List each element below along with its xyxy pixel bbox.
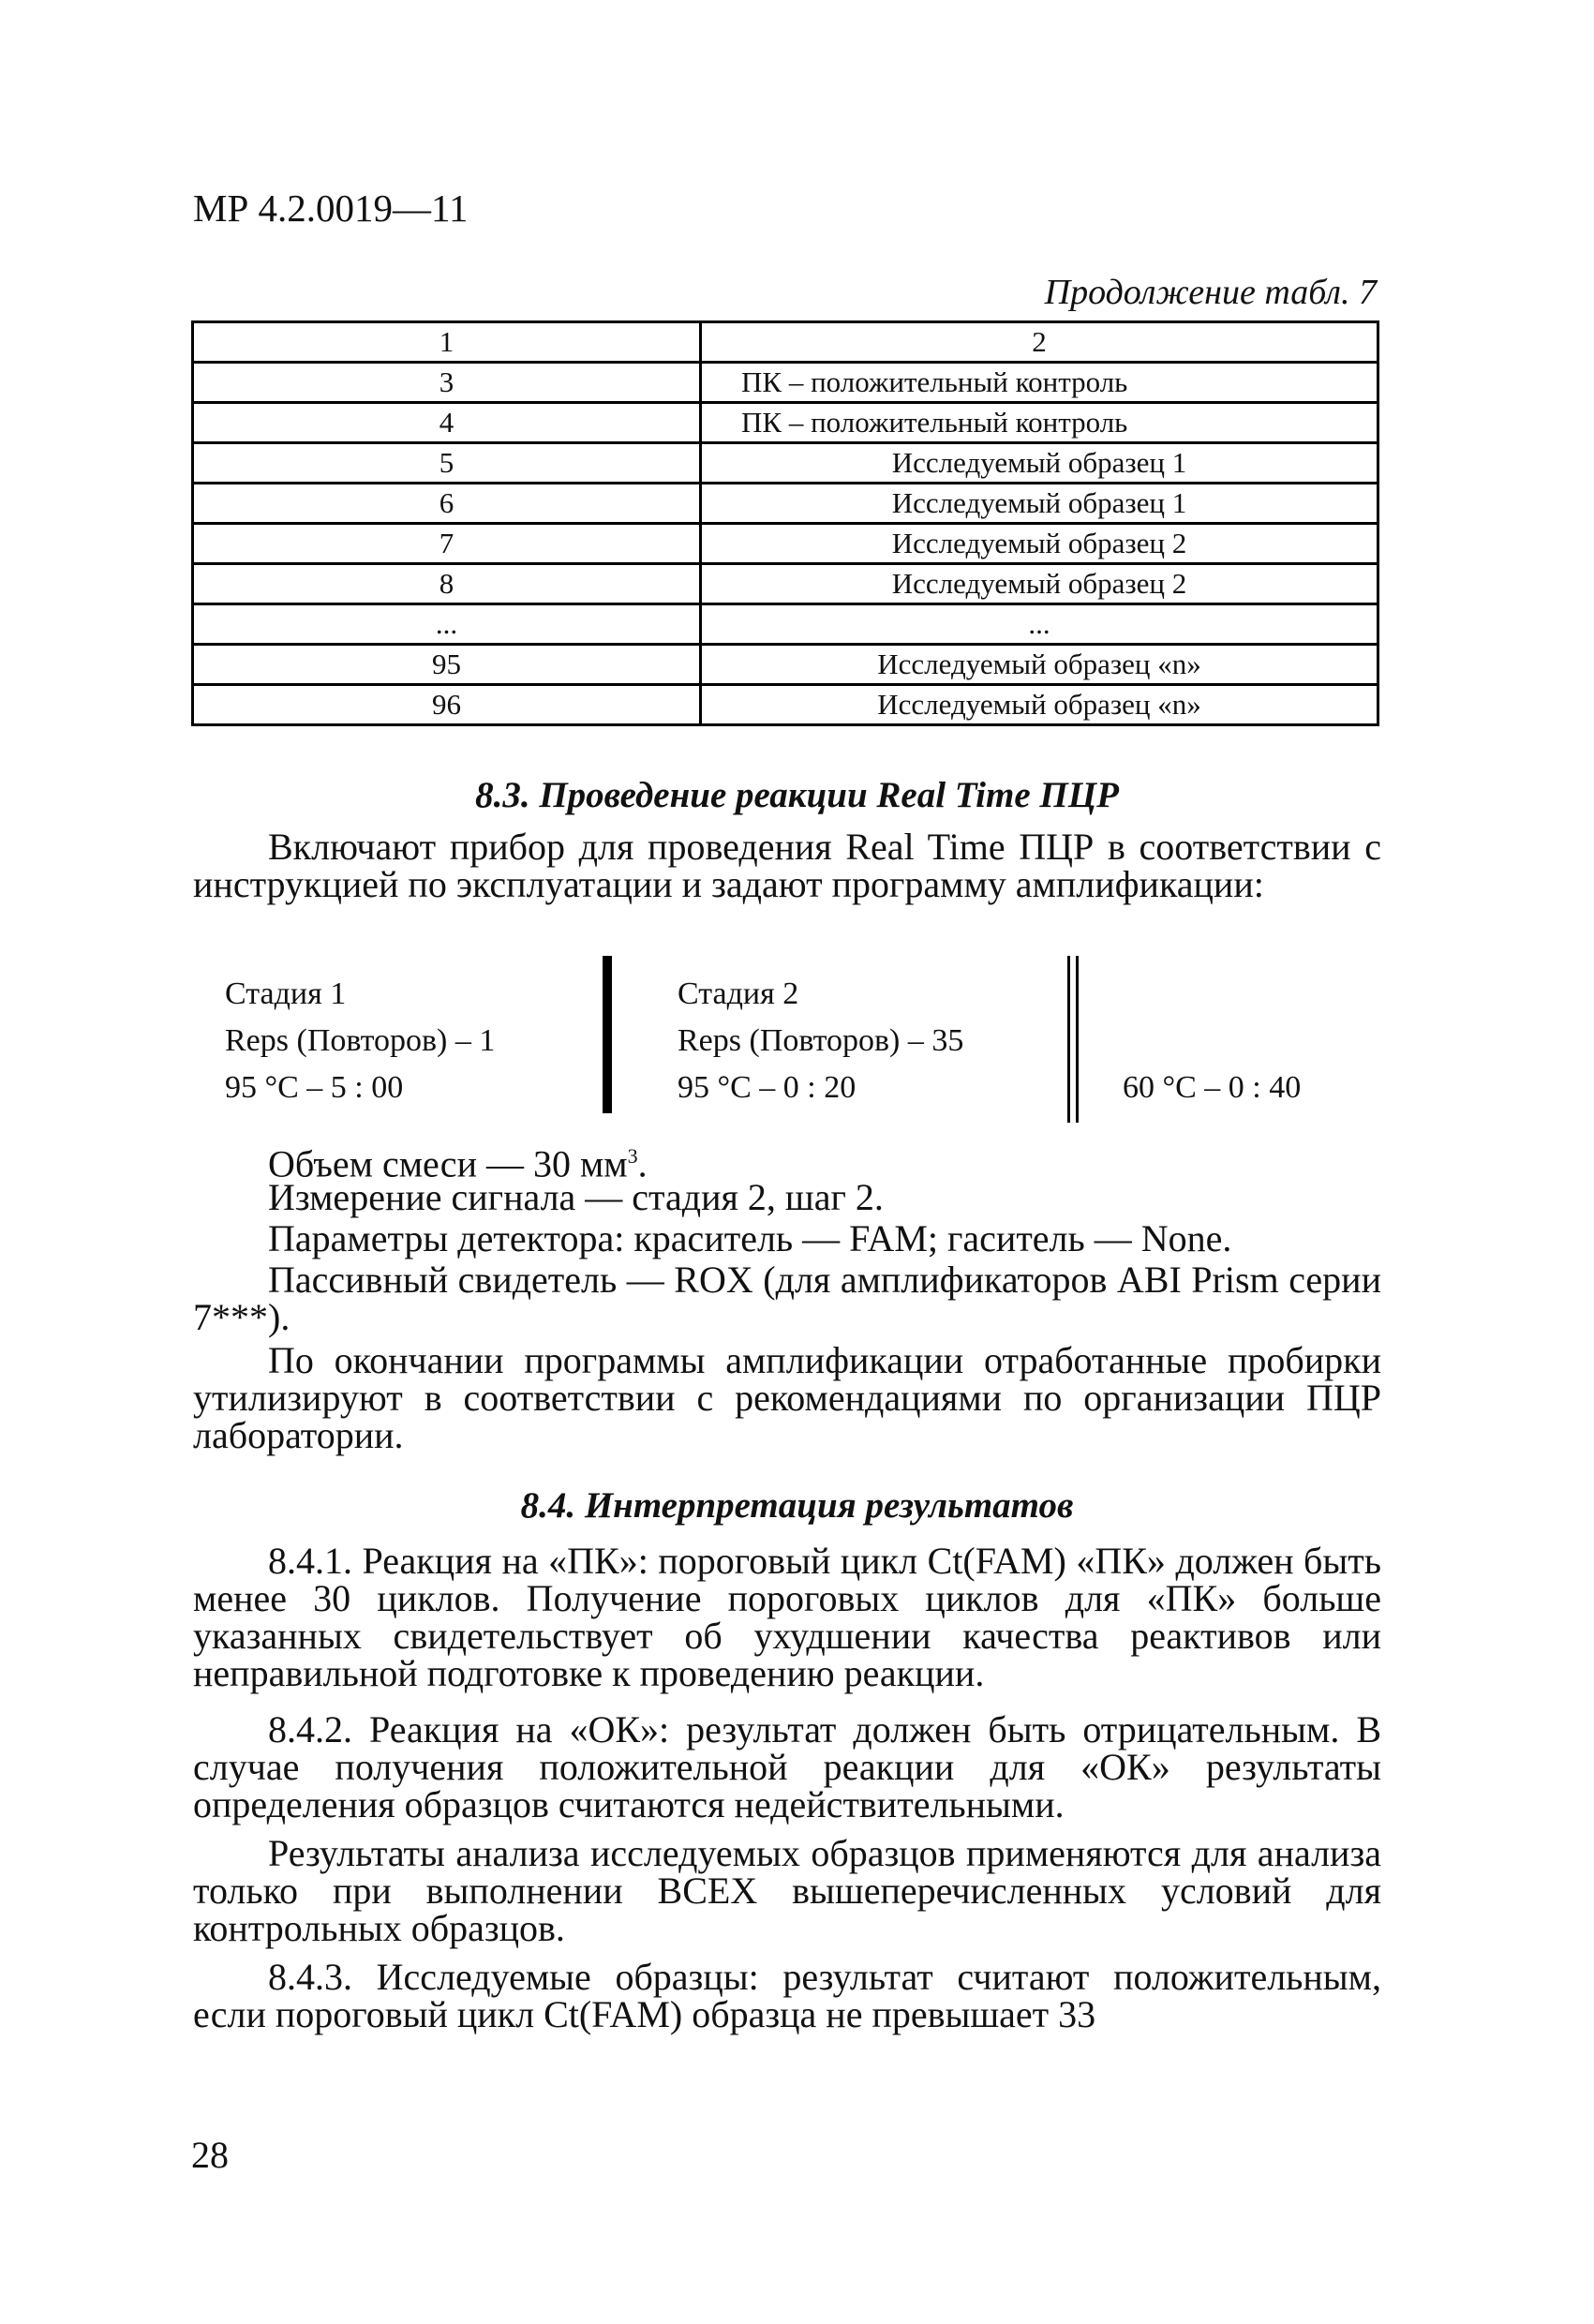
table-cell: 8 bbox=[193, 564, 701, 604]
stage-1-title: Стадия 1 bbox=[225, 976, 347, 1011]
signal-measurement: Измерение сигнала — стадия 2, шаг 2. bbox=[268, 1176, 884, 1218]
stage-divider-bold bbox=[603, 956, 612, 1113]
section-8-4-title: 8.4. Интерпретация результатов bbox=[520, 1485, 1074, 1526]
table-cell: Исследуемый образец «n» bbox=[701, 645, 1378, 685]
table-cell: ПК – положительный контроль bbox=[701, 403, 1378, 443]
stage-2-reps: Reps (Повторов) – 35 bbox=[678, 1023, 964, 1058]
stage-1-reps: Reps (Повторов) – 1 bbox=[225, 1023, 496, 1058]
table-cell: ПК – положительный контроль bbox=[701, 363, 1378, 403]
table-header-cell: 1 bbox=[193, 322, 701, 363]
table-cell: 96 bbox=[193, 685, 701, 725]
section-8-3-title: 8.3. Проведение реакции Real Time ПЦР bbox=[475, 775, 1119, 815]
table-row bbox=[193, 604, 1378, 645]
table-cell: Исследуемый образец 1 bbox=[701, 443, 1378, 484]
stage-2-block bbox=[678, 971, 963, 1111]
mix-volume-text: Объем смеси — 30 мм bbox=[268, 1142, 628, 1185]
table-header-cell: 2 bbox=[701, 322, 1378, 363]
stage-2-step-2: 60 °С – 0 : 40 bbox=[1123, 1070, 1302, 1105]
table-7 bbox=[191, 320, 1379, 726]
paragraph-8-4-1: 8.4.1. Реакция на «ПК»: пороговый цикл Ct(FAM) «ПК» должен быть менее 30 циклов. Получение пороговых циклов для «ПК» больше указанных свидетельствует об ухудшении качества реактивов или неправильной подготовке к проведению реакции. bbox=[193, 1540, 1381, 1694]
table-cell: Исследуемый образец 2 bbox=[701, 564, 1378, 604]
step-divider-line-b bbox=[1076, 956, 1079, 1123]
table-row bbox=[193, 443, 1378, 484]
table-cell: 4 bbox=[193, 403, 701, 443]
table-row bbox=[193, 484, 1378, 524]
table-cell: Исследуемый образец «n» bbox=[701, 685, 1378, 725]
tube-disposal: По окончании программы амплификации отработанные пробирки утилизируют в соответствии с рекомендациями по организации ПЦР лаборатории. bbox=[193, 1339, 1381, 1456]
mix-volume-period: . bbox=[637, 1142, 648, 1185]
table-cell: 7 bbox=[193, 524, 701, 564]
table-row bbox=[193, 403, 1378, 443]
paragraph-results: Результаты анализа исследуемых образцов применяются для анализа только при выполнении ВСЕХ вышеперечисленных условий для контрольных образцов. bbox=[193, 1832, 1381, 1949]
mix-volume-unit-exponent: 3 bbox=[627, 1144, 638, 1168]
document-code: МР 4.2.0019—11 bbox=[193, 186, 469, 230]
table-cell: 5 bbox=[193, 443, 701, 484]
page-number: 28 bbox=[191, 2134, 229, 2176]
passive-reference: Пассивный свидетель — ROX (для амплификаторов ABI Prism серии 7***). bbox=[193, 1259, 1381, 1338]
stage-2-step-1: 95 °С – 0 : 20 bbox=[678, 1070, 857, 1105]
table-cell: Исследуемый образец 1 bbox=[701, 484, 1378, 524]
detector-params: Параметры детектора: краситель — FAM; гаситель — None. bbox=[268, 1217, 1232, 1259]
table-cell: ... bbox=[701, 604, 1378, 645]
table-cell: ... bbox=[193, 604, 701, 645]
table-caption: Продолжение табл. 7 bbox=[1044, 273, 1377, 312]
stage-2-title: Стадия 2 bbox=[678, 976, 799, 1011]
paragraph-8-4-3: 8.4.3. Исследуемые образцы: результат считают положительным, если пороговый цикл Ct(FAM) образца не превышает 33 bbox=[193, 1956, 1381, 2035]
stage-1-block bbox=[225, 971, 495, 1111]
step-divider-line-a bbox=[1067, 956, 1070, 1123]
paragraph-8-4-2: 8.4.2. Реакция на «ОК»: результат должен быть отрицательным. В случае получения положительной реакции для «ОК» результаты определения образцов считаются недействительными. bbox=[193, 1708, 1381, 1825]
table-cell: 3 bbox=[193, 363, 701, 403]
section-8-3-intro: Включают прибор для проведения Real Time ПЦР в соответствии с инструкцией по эксплуатации и задают программу амплификации: bbox=[193, 826, 1381, 905]
table-cell: 95 bbox=[193, 645, 701, 685]
table-row bbox=[193, 363, 1378, 403]
table-cell: Исследуемый образец 2 bbox=[701, 524, 1378, 564]
table-row bbox=[193, 685, 1378, 725]
table-cell: 6 bbox=[193, 484, 701, 524]
table-row bbox=[193, 524, 1378, 564]
table-row bbox=[193, 645, 1378, 685]
stage-1-step: 95 °С – 5 : 00 bbox=[225, 1070, 404, 1105]
table-header-row bbox=[193, 322, 1378, 363]
table-row bbox=[193, 564, 1378, 604]
